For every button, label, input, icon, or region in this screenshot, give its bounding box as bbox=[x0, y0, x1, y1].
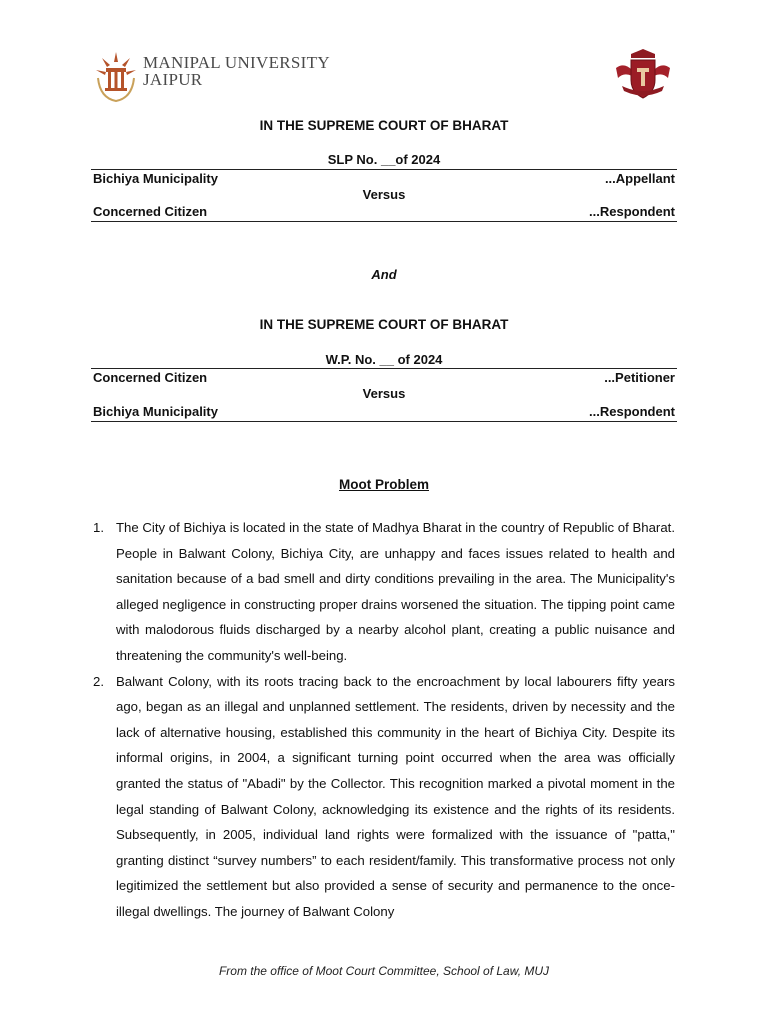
and-label: And bbox=[371, 267, 397, 282]
case-number-2: W.P. No. __ of 2024 bbox=[325, 352, 443, 367]
divider bbox=[91, 221, 677, 222]
paragraph-number: 1. bbox=[93, 520, 104, 535]
divider bbox=[91, 368, 677, 369]
paragraph-text: The City of Bichiya is located in the state of Madhya Bharat in the country of Republic of Bharat. People in Balwant Colony, Bichiya City, are unhappy and faces issues related to health and sanitation because of a bad smell and dirty conditions prevailing in the area. The Municipality's alleged negligence in constructing proper drains worsened the situation. The tipping point came with malodorous fluids discharged by a nearby alcohol plant, creating a public nuisance and threatening the community's well-being. bbox=[116, 520, 675, 663]
court-title-2: IN THE SUPREME COURT OF BHARAT bbox=[259, 317, 509, 332]
case-number-1: SLP No. __of 2024 bbox=[327, 152, 441, 167]
university-name-line1: MANIPAL UNIVERSITY bbox=[143, 53, 330, 72]
divider bbox=[91, 169, 677, 170]
party-name: Bichiya Municipality bbox=[93, 404, 218, 419]
university-logo-icon bbox=[92, 46, 140, 106]
party-row bbox=[93, 171, 675, 187]
party-row bbox=[93, 404, 675, 420]
party-role: ...Respondent bbox=[589, 204, 675, 219]
letterhead bbox=[0, 0, 768, 110]
page-footer: From the office of Moot Court Committee, School of Law, MUJ bbox=[218, 964, 550, 978]
moot-court-crest-icon bbox=[612, 46, 674, 102]
party-role: ...Petitioner bbox=[604, 370, 675, 385]
paragraph-number: 2. bbox=[93, 673, 104, 689]
divider bbox=[91, 421, 677, 422]
party-name: Concerned Citizen bbox=[93, 204, 208, 219]
party-name: Bichiya Municipality bbox=[93, 171, 218, 186]
party-role: ...Respondent bbox=[589, 404, 675, 419]
university-name bbox=[143, 54, 330, 88]
moot-problem-heading: Moot Problem bbox=[339, 477, 429, 492]
versus-label: Versus bbox=[362, 187, 406, 202]
versus-label: Versus bbox=[362, 386, 406, 401]
paragraph-list bbox=[93, 515, 675, 925]
university-name-line2: JAIPUR bbox=[143, 70, 203, 89]
paragraph-item bbox=[93, 669, 675, 925]
party-name: Concerned Citizen bbox=[93, 370, 208, 385]
court-title-1: IN THE SUPREME COURT OF BHARAT bbox=[259, 118, 509, 133]
paragraph-text: Balwant Colony, with its roots tracing back to the encroachment by local labourers fifty years ago, began as an illegal and unplanned settlement. The residents, driven by necessity and the lack of alternative housing, established this community in the heart of Bichiya City. Despite its informal origins, in 2004, a significant turning point occurred when the area was officially granted the status of "Abadi" by the Collector. This recognition marked a pivotal moment in the legal standing of Balwant Colony, acknowledging its existence and the rights of its residents. Subsequently, in 2005, individual land rights were formalized with the issuance of "patta," granting distinct “survey numbers” to each resident/family. This transformative process not only legitimized the settlement but also provided a sense of security and permanence to the once-illegal dwellings. The journey of Balwant Colony bbox=[116, 673, 675, 919]
party-row bbox=[93, 370, 675, 386]
paragraph-item bbox=[93, 515, 675, 669]
party-role: ...Appellant bbox=[604, 171, 675, 186]
party-row bbox=[93, 204, 675, 220]
